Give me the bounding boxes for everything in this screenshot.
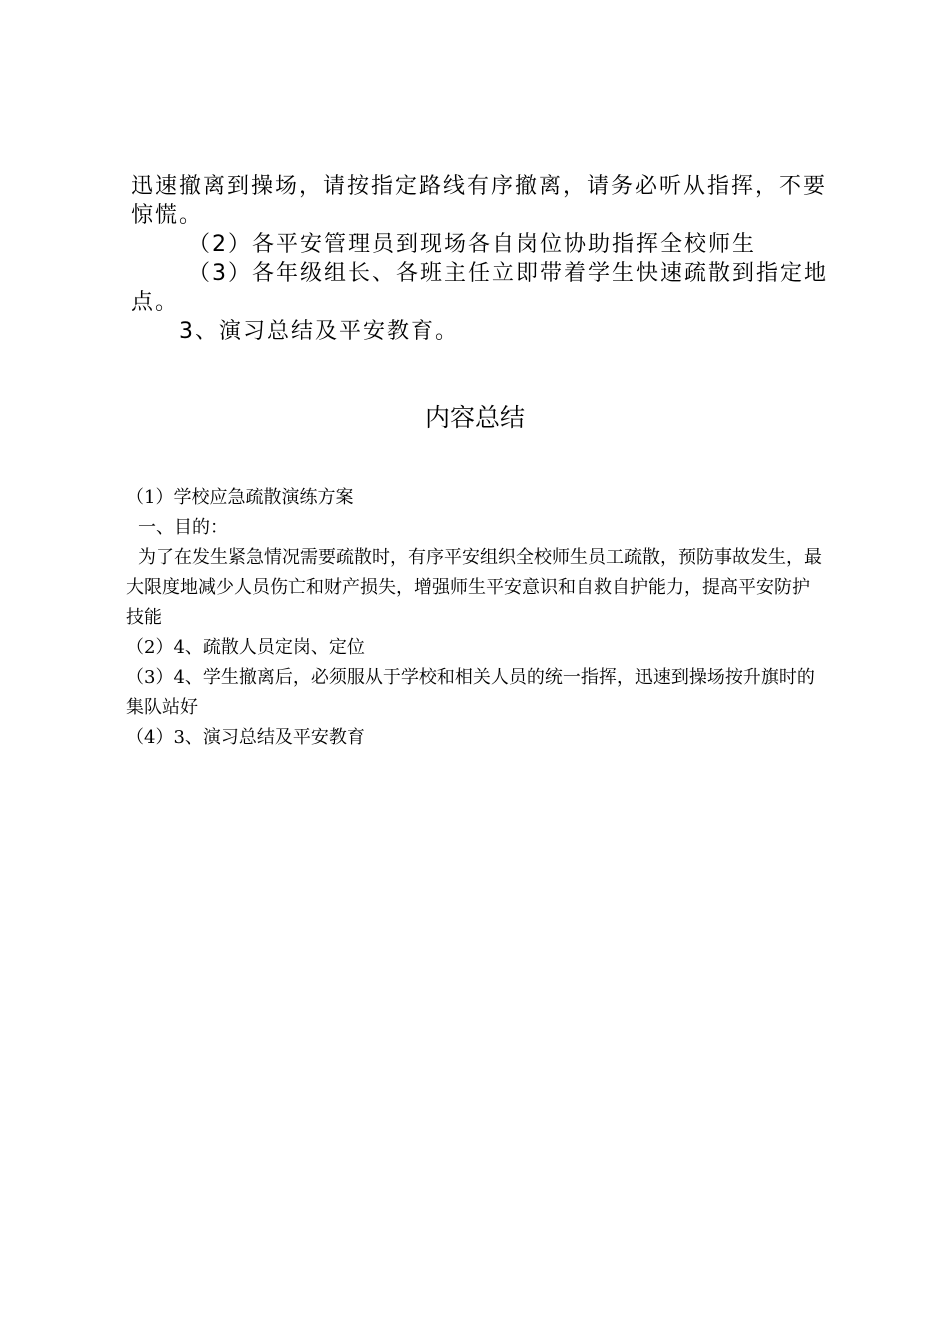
document-body <box>131 172 831 346</box>
body-paragraph-drill-summary: 3、演习总结及平安教育。 <box>179 319 459 344</box>
summary-item-drill-summary: （4）3、演习总结及平安教育 <box>126 727 365 748</box>
body-paragraph-safety-managers: （2）各平安管理员到现场各自岗位协助指挥全校师生 <box>188 232 756 257</box>
summary-item-plan: （1）学校应急疏散演练方案 <box>126 487 354 508</box>
summary-item-after-evacuation: （3）4、学生撤离后，必须服从于学校和相关人员的统一指挥，迅速到操场按升旗时的集队站好 <box>126 667 815 718</box>
body-paragraph-grade-leaders: （3）各年级组长、各班主任立即带着学生快速疏散到指定地点。 <box>131 261 828 315</box>
body-paragraph-evacuate: 迅速撤离到操场，请按指定路线有序撤离，请务必听从指挥，不要惊慌。 <box>131 174 828 228</box>
summary-item-purpose-heading: 一、目的： <box>138 517 228 538</box>
summary-section <box>126 483 826 753</box>
summary-title: 内容总结 <box>424 403 525 432</box>
summary-item-purpose-text: 为了在发生紧急情况需要疏散时，有序平安组织全校师生员工疏散，预防事故发生，最大限度地减少人员伤亡和财产损失，增强师生平安意识和自救自护能力，提高平安防护技能 <box>126 547 822 628</box>
summary-item-positions: （2）4、疏散人员定岗、定位 <box>126 637 365 658</box>
